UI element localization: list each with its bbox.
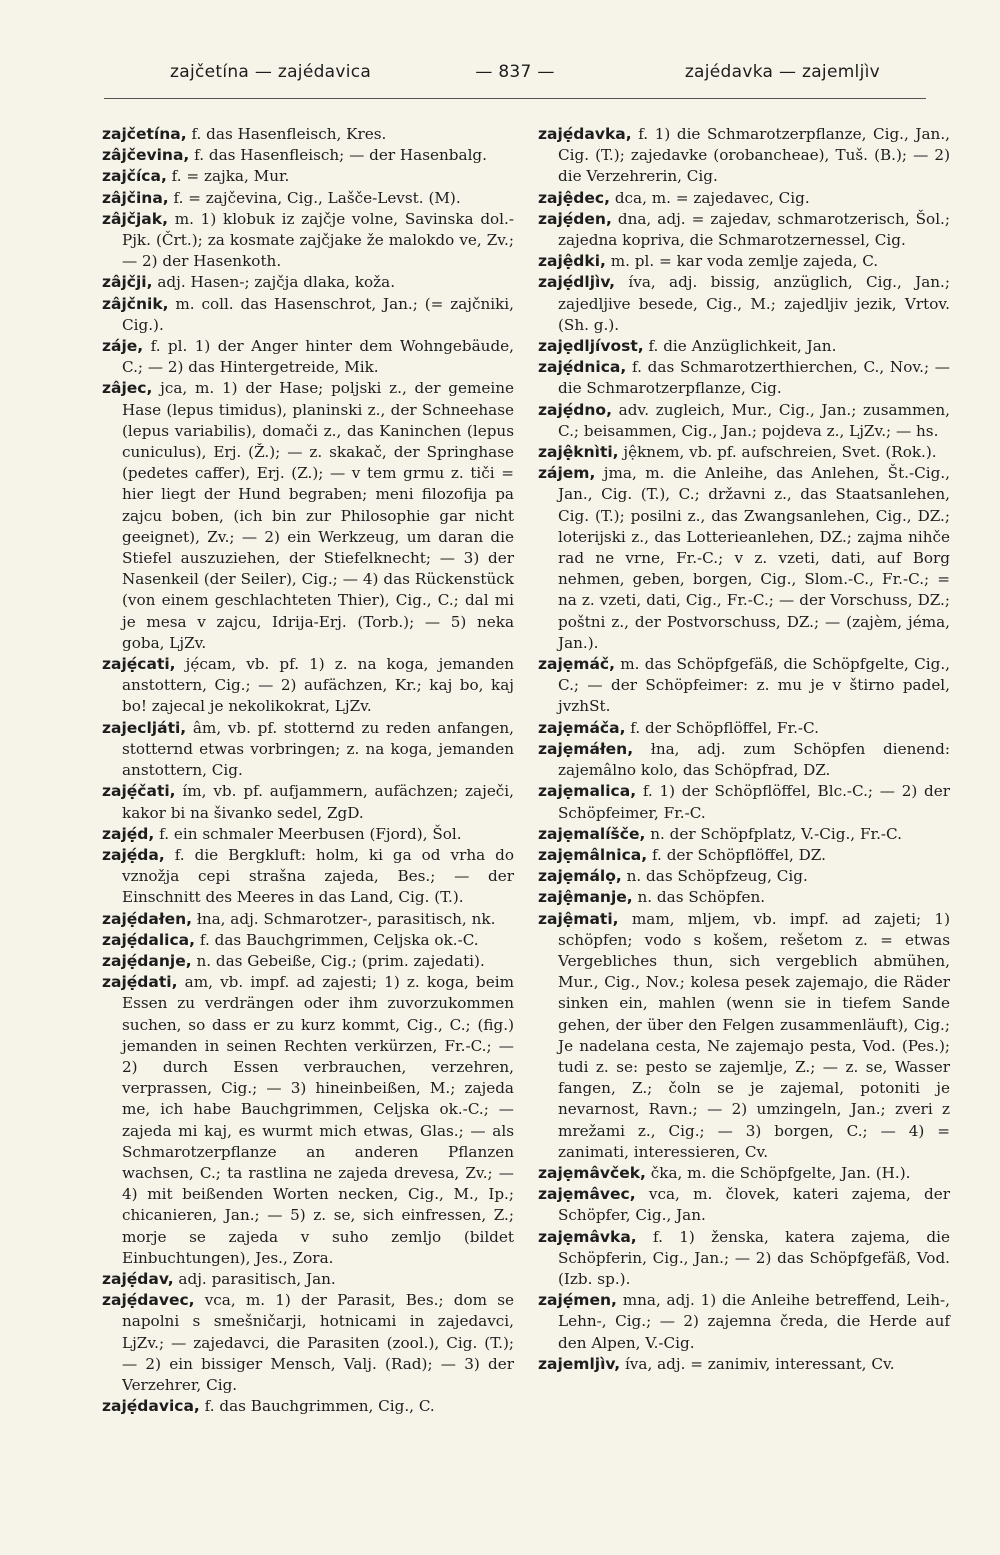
dictionary-entry xyxy=(538,781,950,823)
entry-headword: zajẹmâvec, xyxy=(538,1185,636,1204)
entry-headword: zajẹmalica, xyxy=(538,782,637,801)
entry-definition: f. 1) der Schöpflöffel, Blc.-C.; — 2) der Schöpfeimer, Fr.-C. xyxy=(558,782,951,822)
entry-headword: zajẹmalíšče, xyxy=(538,824,646,843)
dictionary-entry xyxy=(102,951,514,972)
entry-definition: m. pl. = kar voda zemlje zajeda, C. xyxy=(610,252,879,271)
dictionary-entry xyxy=(102,336,514,378)
dictionary-entry xyxy=(538,845,950,866)
dictionary-entry xyxy=(102,781,514,823)
entry-definition: n. das Gebeiße, Cig.; (prim. zajedati). xyxy=(196,951,485,970)
dictionary-entry xyxy=(102,294,514,336)
dictionary-entry xyxy=(102,1396,514,1417)
dictionary-entry xyxy=(538,739,950,781)
entry-headword: zajčetína, xyxy=(102,125,187,143)
dictionary-entry xyxy=(538,463,950,654)
dictionary-entry xyxy=(538,1290,950,1354)
entry-definition: jma, m. die Anleihe, das Anlehen, Št.-Cig., Jan., Cig. (T.), C.; državni z., das Staatsanlehen, Cig. (T.); posilni z., das Zwangsanlehen, Cig., DZ.; loterijski z., das Lotterieanlehen, DZ.; zajma nihče rad ne vrne, Fr.-C.; v z. vzeti, dati, auf Borg nehmen, geben, borgen, Cig., Slom.-C., Fr.-C.; = na z. vzeti, dati, Cig., Fr.-C.; — der Vorschuss, DZ.; poštni z., der Postvorschuss, DZ.; — (zajèm, jéma, Jan.). xyxy=(558,464,951,652)
dictionary-entry xyxy=(102,930,514,951)
entry-headword: zajệdki, xyxy=(538,252,606,271)
dictionary-entry xyxy=(538,1354,950,1375)
entry-definition: f. die Anzüglichkeit, Jan. xyxy=(648,337,837,356)
entry-headword: zajẹmálọ, xyxy=(538,867,622,886)
page-number: — 837 — xyxy=(475,62,555,82)
dictionary-entry xyxy=(538,188,950,209)
entry-definition: adj. parasitisch, Jan. xyxy=(178,1269,336,1288)
entry-definition: vca, m. 1) der Parasit, Bes.; dom se napolni s smešničarji, hotnicami in zajedavci, LjZv.; — zajedavci, die Parasiten (zool.), Cig. (T.); — 2) ein bissiger Mensch, Valj. (Rad); — 3) der Verzehrer, Cig. xyxy=(122,1291,514,1394)
entry-definition: âm, vb. pf. stotternd zu reden anfangen, stotternd etwas vorbringen; z. na koga, jemanden anstottern, Cig. xyxy=(122,718,514,780)
entry-headword: zajẹ́dav, xyxy=(102,1269,174,1288)
entry-definition: f. das Bauchgrimmen, Celjska ok.-C. xyxy=(199,930,479,949)
entry-headword: zajẹdljívost, xyxy=(538,337,644,356)
entry-headword: zajệmati, xyxy=(538,909,619,928)
entry-definition: łna, adj. zum Schöpfen dienend: zajemâlno kolo, das Schöpfrad, DZ. xyxy=(558,739,950,780)
dictionary-entry xyxy=(538,1227,950,1291)
entry-headword: zajẹmâvček, xyxy=(538,1163,646,1182)
entry-headword: zajẹ́den, xyxy=(538,209,612,228)
entry-headword: zajẹmâvka, xyxy=(538,1227,637,1246)
entry-definition: f. 1) ženska, katera zajema, die Schöpferin, Cig., Jan.; — 2) das Schöpfgefäß, Vod. (Izb. sp.). xyxy=(558,1227,951,1288)
dictionary-entry xyxy=(538,909,950,1163)
entry-definition: f. der Schöpflöffel, Fr.-C. xyxy=(630,718,819,737)
entry-headword: zajẹ́davka, xyxy=(538,125,632,143)
entry-headword: zajecljáti, xyxy=(102,718,187,737)
entry-headword: zajẹ́davec, xyxy=(102,1291,195,1310)
dictionary-entry xyxy=(538,272,950,336)
entry-definition: dca, m. = zajedavec, Cig. xyxy=(614,188,810,207)
entry-definition: f. ein schmaler Meerbusen (Fjord), Šol. xyxy=(159,824,462,843)
dictionary-entry xyxy=(538,824,950,845)
entry-definition: mam, mljem, vb. impf. ad zajeti; 1) schöpfen; vodo s košem, rešetom z. = etwas Vergebliches thun, sich vergeblich abmühen, Mur., Cig., Nov.; kolesa pesek zajemajo, die Räder sinken ein, mahlen (wenn sie in tiefem Sande gehen, der über den Felgen zusammenläuft), Cig.; Je nadelana cesta, Ne zajemajo pesta, Vod. (Pes.); tudi z. se: pesto se zajemlje, Z.; — z. se, Wasser fangen, Z.; čoln se je zajemal, potoniti je nevarnost, Ravn.; — 2) umzingeln, Jan.; zveri z mrežami z., Cig.; — 3) borgen, C.; — 4) = zanimati, interessieren, Cv. xyxy=(558,909,950,1161)
entry-definition: f. 1) die Schmarotzerpflanze, Cig., Jan., Cig. (T.); zajedavke (orobancheae), Tuš. (B.); — 2) die Verzehrerin, Cig. xyxy=(558,125,950,186)
dictionary-entry xyxy=(102,145,514,166)
entry-definition: jẹ́cam, vb. pf. 1) z. na koga, jemanden anstottern, Cig.; — 2) aufächzen, Kr.; kaj bo, kaj bo! zajecal je nekolikokrat, LjZv. xyxy=(122,655,515,716)
entry-headword: zajẹmáča, xyxy=(538,718,626,737)
dictionary-entry xyxy=(102,166,514,187)
entry-headword: zajẹ́dalica, xyxy=(102,930,196,949)
entry-definition: adv. zugleich, Mur., Cig., Jan.; zusammen, C.; beisammen, Cig., Jan.; pojdeva z., LjZv.; — hs. xyxy=(558,400,950,440)
header-rule xyxy=(104,98,926,99)
entry-headword: zajệmanje, xyxy=(538,888,633,907)
dictionary-entry xyxy=(102,824,514,845)
entry-headword: zájem, xyxy=(538,464,596,483)
dictionary-entry xyxy=(538,209,950,251)
entry-headword: zajẹ́čati, xyxy=(102,782,176,801)
entry-headword: zajčíca, xyxy=(102,167,167,186)
entry-headword: zajẹ́davica, xyxy=(102,1397,200,1416)
dictionary-entry xyxy=(102,1269,514,1290)
entry-headword: zâjčina, xyxy=(102,188,169,207)
dictionary-entry xyxy=(102,272,514,293)
entry-headword: záje, xyxy=(102,337,144,356)
entry-definition: m. coll. das Hasenschrot, Jan.; (= zajčniki, Cig.). xyxy=(122,294,514,334)
left-column xyxy=(102,124,514,1417)
entry-headword: zâjčji, xyxy=(102,273,153,292)
entry-definition: łna, adj. Schmarotzer-, parasitisch, nk. xyxy=(196,909,496,928)
dictionary-entry xyxy=(102,209,514,273)
entry-definition: mna, adj. 1) die Anleihe betreffend, Leih-, Lehn-, Cig.; — 2) zajemna čreda, die Herde auf den Alpen, V.-Cig. xyxy=(558,1291,950,1352)
entry-definition: f. = zajčevina, Cig., Lašče-Levst. (M). xyxy=(173,188,461,207)
dictionary-entry xyxy=(102,124,514,145)
running-header xyxy=(100,62,930,92)
dictionary-entry xyxy=(538,442,950,463)
entry-headword: zajệdec, xyxy=(538,188,610,207)
entry-definition: f. pl. 1) der Anger hinter dem Wohngebäude, C.; — 2) das Hintergetreide, Mik. xyxy=(122,337,515,377)
entry-headword: zajẹ́dnica, xyxy=(538,358,627,377)
dictionary-entry xyxy=(538,251,950,272)
header-left-guideword: zajčetína — zajédavica xyxy=(170,62,372,82)
entry-definition: n. das Schöpfzeug, Cig. xyxy=(626,867,808,886)
entry-definition: f. die Bergkluft: holm, ki ga od vrha do vznožja cepi strašna zajeda, Bes.; — der Einschnitt des Meeres in das Land, Cig. (T.). xyxy=(122,845,514,907)
entry-definition: f. der Schöpflöffel, DZ. xyxy=(651,845,826,864)
dictionary-entry xyxy=(102,654,514,718)
entry-definition: n. der Schöpfplatz, V.-Cig., Fr.-C. xyxy=(650,824,902,843)
entry-definition: jca, m. 1) der Hase; poljski z., der gemeine Hase (lepus timidus), planinski z., der Schneehase (lepus variabilis), domači z., das Kaninchen (lepus cuniculus), Erj. (Ž.); — z. skakač, der Springhase (pedetes caffer), Erj. (Z.); — v tem grmu z. tiči = hier liegt der Hund begraben; meni filozofija pa zajcu boben, (ich bin zur Philosophie gar nicht geeignet), Zv.; — 2) ein Werkzeug, um daran die Stiefel auszuziehen, der Stiefelknecht; — 3) der Nasenkeil (der Seiler), Cig.; — 4) das Rückenstück (von einem geschlachteten Thier), Cig., C.; dal mi je mesa v zajcu, Idrija-Erj. (Torb.); — 5) neka goba, LjZv. xyxy=(122,379,514,652)
dictionary-entry xyxy=(538,887,950,908)
entry-headword: zâjec, xyxy=(102,379,153,398)
entry-definition: adj. Hasen-; zajčja dlaka, koža. xyxy=(157,273,396,292)
header-right-guideword: zajédavka — zajemljìv xyxy=(684,62,880,82)
dictionary-entry xyxy=(538,400,950,442)
entry-definition: jệknem, vb. pf. aufschreien, Svet. (Rok.). xyxy=(623,443,937,462)
entry-headword: zajẹ́dljìv, xyxy=(538,273,616,292)
right-column xyxy=(538,124,950,1375)
dictionary-entry xyxy=(538,336,950,357)
dictionary-entry xyxy=(102,1290,514,1396)
entry-headword: zajẹmáłen, xyxy=(538,739,634,758)
entry-headword: zâjčevina, xyxy=(102,146,190,165)
entry-headword: zâjčjak, xyxy=(102,209,168,228)
dictionary-entry xyxy=(102,972,514,1269)
entry-definition: vca, m. človek, kateri zajema, der Schöpfer, Cig., Jan. xyxy=(558,1185,951,1225)
dictionary-entry xyxy=(102,718,514,782)
entry-definition: dna, adj. = zajedav, schmarotzerisch, Šol.; zajedna kopriva, die Schmarotzernessel, Cig. xyxy=(558,209,950,250)
dictionary-entry xyxy=(102,188,514,209)
entry-definition: f. das Hasenfleisch; — der Hasenbalg. xyxy=(194,146,487,165)
dictionary-entry xyxy=(538,654,950,718)
entry-headword: zajemljìv, xyxy=(538,1354,621,1373)
entry-definition: m. das Schöpfgefäß, die Schöpfgelte, Cig., C.; — der Schöpfeimer: z. mu je v štirno padel, jvzhSt. xyxy=(558,655,951,716)
entry-definition: íva, adj. = zanimiv, interessant, Cv. xyxy=(624,1354,895,1373)
dictionary-entry xyxy=(538,1184,950,1226)
dictionary-entry xyxy=(538,124,950,188)
dictionary-entry xyxy=(102,378,514,654)
entry-headword: zajẹ́men, xyxy=(538,1291,617,1310)
entry-headword: zâjčnik, xyxy=(102,294,169,313)
dictionary-entry xyxy=(102,909,514,930)
entry-headword: zajệknìti, xyxy=(538,443,619,462)
entry-headword: zajẹ́dno, xyxy=(538,400,612,419)
entry-headword: zajẹmáč, xyxy=(538,655,615,674)
entry-definition: f. das Schmarotzerthierchen, C., Nov.; — die Schmarotzerpflanze, Cig. xyxy=(558,358,950,398)
entry-definition: m. 1) klobuk iz zajčje volne, Savinska dol.-Pjk. (Črt.); za kosmate zajčjake že malokdo ve, Zv.; — 2) der Hasenkoth. xyxy=(122,209,514,271)
entry-headword: zajẹ́cati, xyxy=(102,655,176,674)
entry-definition: f. = zajka, Mur. xyxy=(171,167,290,186)
dictionary-entry xyxy=(102,845,514,909)
dictionary-entry xyxy=(538,357,950,399)
entry-definition: íva, adj. bissig, anzüglich, Cig., Jan.; zajedljive besede, Cig., M.; zajedljiv jezik, Vrtov. (Sh. g.). xyxy=(558,273,951,334)
entry-definition: am, vb. impf. ad zajesti; 1) z. koga, beim Essen zu verdrängen oder ihm zuvorzukommen suchen, so dass er zu kurz kommt, Cig., C.; (fig.) jemanden in seinen Rechten verkürzen, Fr.-C.; — 2) durch Essen verbrauchen, verzehren, verprassen, Cig.; — 3) hineinbeißen, M.; zajeda me, ich habe Bauchgrimmen, Celjska ok.-C.; — zajeda mi kaj, es wurmt mich etwas, Glas.; — als Schmarotzerpflanze an anderen Pflanzen wachsen, C.; ta rastlina ne zajeda drevesa, Zv.; — 4) mit beißenden Worten necken, Cig., M., Ip.; chicanieren, Jan.; — 5) z. se, sich einfressen, Z.; morje se zajeda v suho zemljo (bildet Einbuchtungen), Jes., Zora. xyxy=(122,973,514,1267)
entry-definition: f. das Hasenfleisch, Kres. xyxy=(191,125,387,143)
entry-headword: zajẹ́danje, xyxy=(102,951,192,970)
entry-definition: f. das Bauchgrimmen, Cig., C. xyxy=(204,1397,435,1416)
entry-headword: zajẹ́dałen, xyxy=(102,909,193,928)
entry-definition: ím, vb. pf. aufjammern, aufächzen; zaječi, kakor bi na šivanko sedel, ZgD. xyxy=(122,782,514,822)
entry-headword: zajẹmâlnica, xyxy=(538,845,648,864)
entry-headword: zajẹ́dati, xyxy=(102,973,178,992)
entry-definition: n. das Schöpfen. xyxy=(637,888,766,907)
entry-headword: zajẹ́da, xyxy=(102,845,165,864)
dictionary-entry xyxy=(538,718,950,739)
entry-headword: zajẹ́d, xyxy=(102,824,155,843)
dictionary-entry xyxy=(538,866,950,887)
entry-definition: čka, m. die Schöpfgelte, Jan. (H.). xyxy=(650,1163,911,1182)
dictionary-entry xyxy=(538,1163,950,1184)
